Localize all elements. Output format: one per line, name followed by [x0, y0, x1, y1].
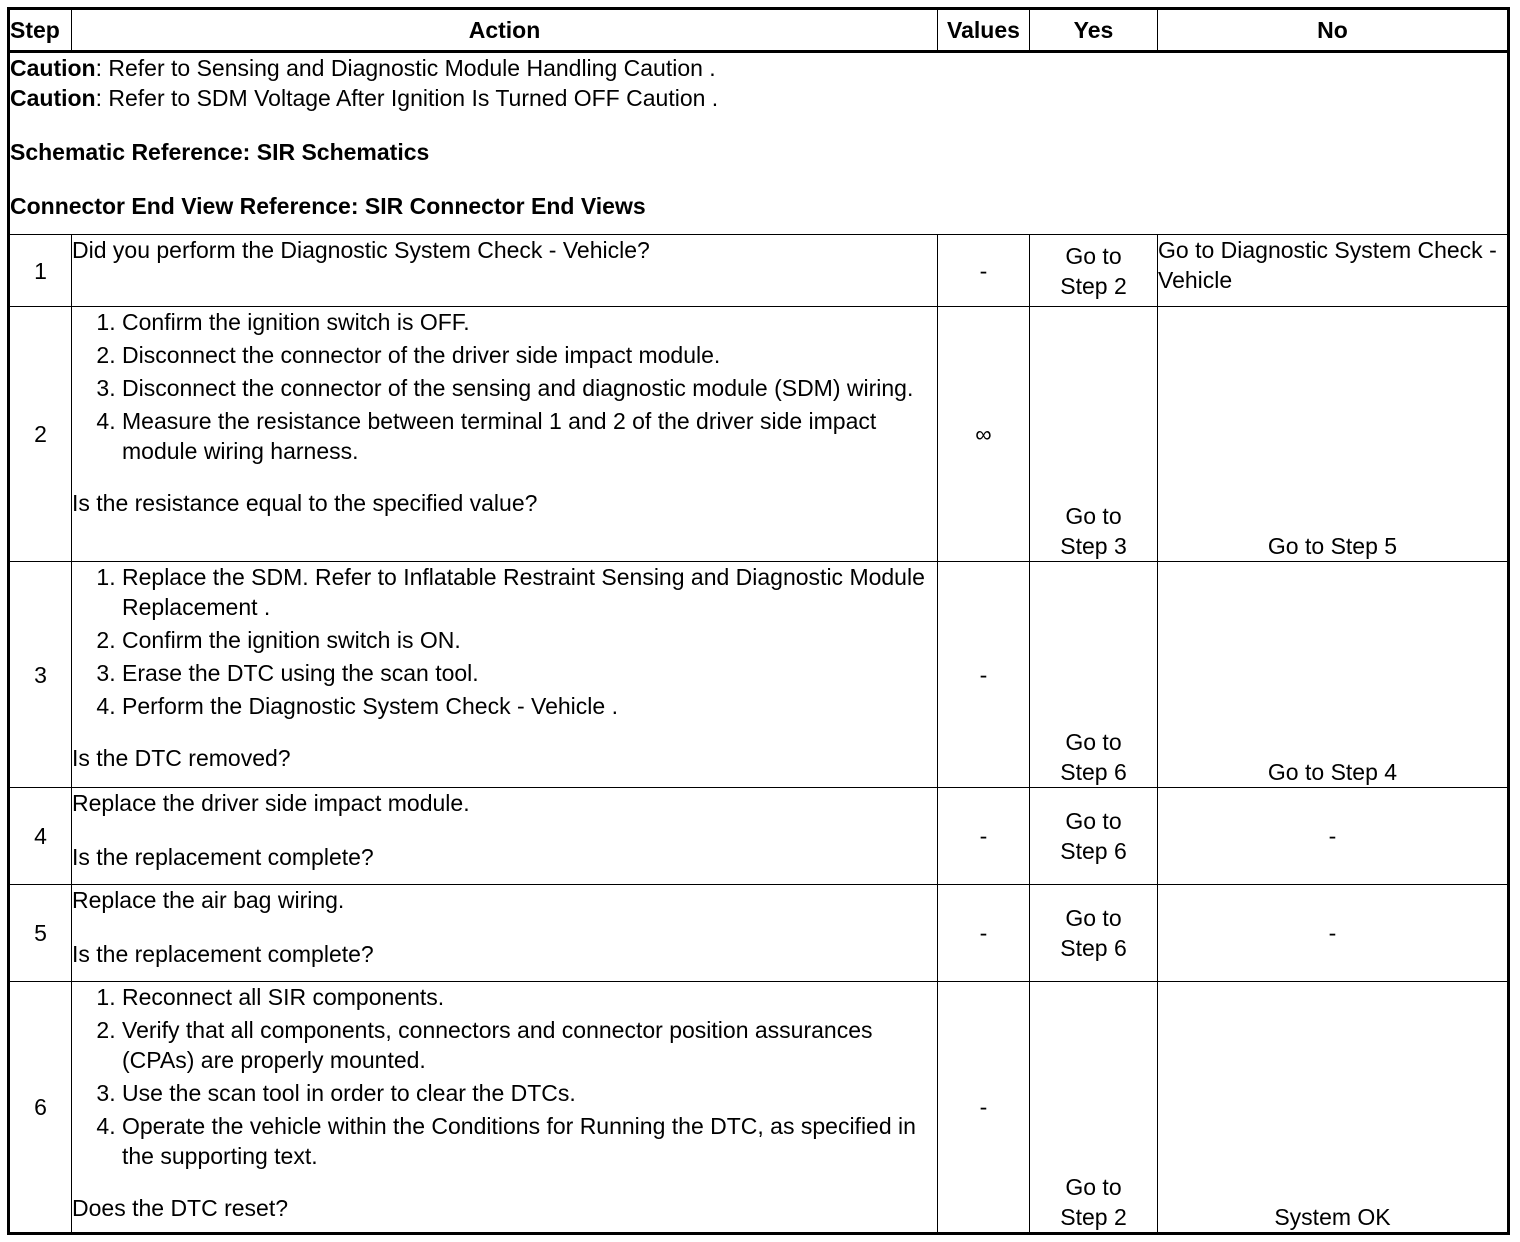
- list-item: 2. Confirm the ignition switch is ON.: [122, 625, 937, 655]
- table-row: [9, 788, 1509, 885]
- action-cell: [72, 885, 938, 982]
- step-number: 1: [9, 235, 72, 307]
- yes-line: Step 6: [1060, 935, 1127, 961]
- table-row: [9, 982, 1509, 1234]
- list-item: 2. Verify that all components, connectors and connector position assurances (CPAs) are properly mounted.: [122, 1015, 937, 1075]
- no-cell: -: [1158, 885, 1509, 982]
- action-question: Is the resistance equal to the specified value?: [72, 490, 538, 516]
- action-statement: Replace the driver side impact module.: [72, 790, 470, 816]
- intro-cell: [9, 52, 1509, 235]
- yes-cell: [1030, 235, 1158, 307]
- yes-line: Step 6: [1060, 759, 1127, 785]
- header-row: [9, 9, 1509, 52]
- action-statement: Replace the air bag wiring.: [72, 887, 345, 913]
- yes-cell: [1030, 982, 1158, 1234]
- header-no: No: [1158, 9, 1509, 52]
- yes-cell: [1030, 885, 1158, 982]
- header-yes: Yes: [1030, 9, 1158, 52]
- table-row: [9, 307, 1509, 562]
- table-row: [9, 562, 1509, 788]
- value-cell: -: [938, 562, 1030, 788]
- no-cell: Go to Diagnostic System Check - Vehicle: [1158, 235, 1509, 307]
- action-steps: [72, 307, 937, 466]
- yes-cell: [1030, 562, 1158, 788]
- list-item: 4. Perform the Diagnostic System Check - Vehicle .: [122, 691, 937, 721]
- caution-text-1: : Refer to Sensing and Diagnostic Module Handling Caution .: [95, 55, 716, 81]
- table-row: [9, 235, 1509, 307]
- diagnostic-table: [7, 7, 1510, 1235]
- action-cell: [72, 562, 938, 788]
- list-item: 3. Use the scan tool in order to clear the DTCs.: [122, 1078, 937, 1108]
- yes-line: Go to: [1065, 729, 1122, 755]
- no-cell: Go to Step 4: [1158, 562, 1509, 788]
- action-question: Does the DTC reset?: [72, 1195, 289, 1221]
- list-item: 1. Confirm the ignition switch is OFF.: [122, 307, 937, 337]
- yes-line: Step 2: [1060, 1204, 1127, 1230]
- yes-line: Step 6: [1060, 838, 1127, 864]
- intro-row: [9, 52, 1509, 235]
- connector-reference: Connector End View Reference: SIR Connector End Views: [10, 193, 646, 219]
- step-number: 5: [9, 885, 72, 982]
- caution-line-2: [10, 83, 1507, 113]
- action-cell: [72, 982, 938, 1234]
- table-row: [9, 885, 1509, 982]
- action-question: Did you perform the Diagnostic System Check - Vehicle?: [72, 237, 650, 263]
- list-item: 3. Erase the DTC using the scan tool.: [122, 658, 937, 688]
- action-steps: [72, 982, 937, 1171]
- step-number: 6: [9, 982, 72, 1234]
- action-cell: [72, 235, 938, 307]
- step-number: 4: [9, 788, 72, 885]
- caution-label: Caution: [10, 55, 96, 81]
- action-question: Is the replacement complete?: [72, 844, 374, 870]
- list-item: 4. Operate the vehicle within the Conditions for Running the DTC, as specified in the supporting text.: [122, 1111, 937, 1171]
- yes-cell: [1030, 307, 1158, 562]
- value-cell: -: [938, 982, 1030, 1234]
- yes-line: Step 3: [1060, 533, 1127, 559]
- no-cell: System OK: [1158, 982, 1509, 1234]
- yes-line: Go to: [1065, 242, 1122, 269]
- yes-line: Step 2: [1060, 272, 1127, 299]
- value-cell: -: [938, 235, 1030, 307]
- value-cell: ∞: [938, 307, 1030, 562]
- step-number: 3: [9, 562, 72, 788]
- value-cell: -: [938, 788, 1030, 885]
- list-item: 2. Disconnect the connector of the driver side impact module.: [122, 340, 937, 370]
- action-question: Is the replacement complete?: [72, 941, 374, 967]
- value-cell: -: [938, 885, 1030, 982]
- header-step: Step: [9, 9, 72, 52]
- yes-line: Go to: [1065, 1174, 1122, 1200]
- yes-line: Go to: [1065, 808, 1122, 834]
- no-cell: Go to Step 5: [1158, 307, 1509, 562]
- caution-text-2: : Refer to SDM Voltage After Ignition Is Turned OFF Caution .: [95, 85, 719, 111]
- action-cell: [72, 307, 938, 562]
- header-values: Values: [938, 9, 1030, 52]
- yes-line: Go to: [1065, 905, 1122, 931]
- action-question: Is the DTC removed?: [72, 745, 291, 771]
- action-cell: [72, 788, 938, 885]
- list-item: 3. Disconnect the connector of the sensing and diagnostic module (SDM) wiring.: [122, 373, 937, 403]
- caution-line-1: [10, 53, 1507, 83]
- list-item: 1. Replace the SDM. Refer to Inflatable Restraint Sensing and Diagnostic Module Replacement .: [122, 562, 937, 622]
- list-item: 1. Reconnect all SIR components.: [122, 982, 937, 1012]
- no-cell: -: [1158, 788, 1509, 885]
- yes-line: Go to: [1065, 503, 1122, 529]
- caution-label: Caution: [10, 85, 96, 111]
- action-steps: [72, 562, 937, 721]
- header-action: Action: [72, 9, 938, 52]
- schematic-reference: Schematic Reference: SIR Schematics: [10, 139, 430, 165]
- step-number: 2: [9, 307, 72, 562]
- list-item: 4. Measure the resistance between terminal 1 and 2 of the driver side impact module wiring harness.: [122, 406, 937, 466]
- yes-cell: [1030, 788, 1158, 885]
